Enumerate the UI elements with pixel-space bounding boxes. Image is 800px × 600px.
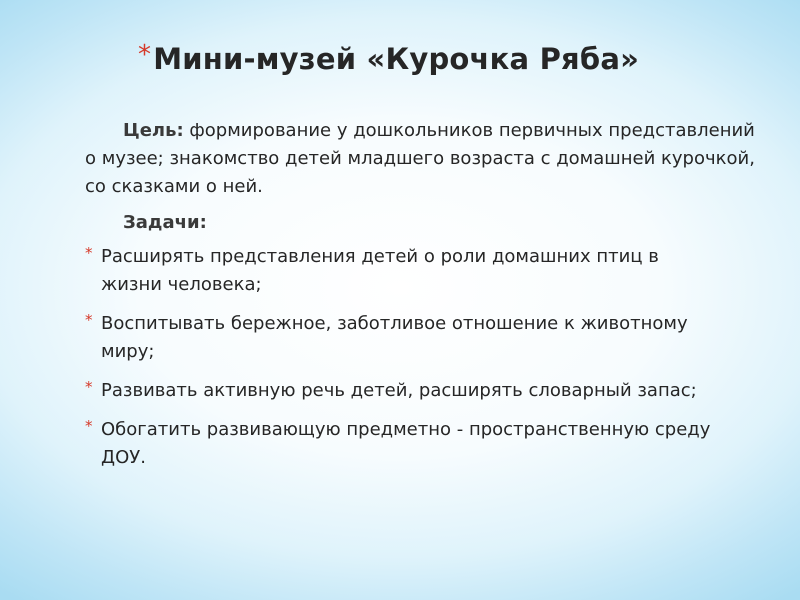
list-item [85, 243, 721, 299]
tasks-list [85, 243, 765, 472]
content-body [85, 117, 765, 483]
asterisk-bullet-icon: * [85, 378, 93, 396]
goal-text: формирование у дошкольников первичных представлений о музее; знакомство детей младшего возраста с домашней курочкой, со сказками о ней. [85, 120, 755, 197]
title-bullet-icon: * [138, 40, 152, 70]
goal-paragraph [85, 117, 765, 201]
task-text: Воспитывать бережное, заботливое отношение к животному миру; [101, 313, 688, 362]
list-item [85, 416, 721, 472]
list-item [85, 377, 721, 405]
goal-label: Цель: [123, 120, 184, 141]
task-text: Обогатить развивающую предметно - пространственную среду ДОУ. [101, 419, 711, 468]
asterisk-bullet-icon: * [85, 417, 93, 435]
task-text: Расширять представления детей о роли домашних птиц в жизни человека; [101, 246, 659, 295]
asterisk-bullet-icon: * [85, 311, 93, 329]
task-text: Развивать активную речь детей, расширять словарный запас; [101, 380, 697, 401]
title-text: Мини-музей «Курочка Ряба» [153, 42, 640, 76]
list-item [85, 310, 721, 366]
slide-title [138, 42, 639, 76]
tasks-heading: Задачи: [123, 212, 207, 233]
asterisk-bullet-icon: * [85, 244, 93, 262]
